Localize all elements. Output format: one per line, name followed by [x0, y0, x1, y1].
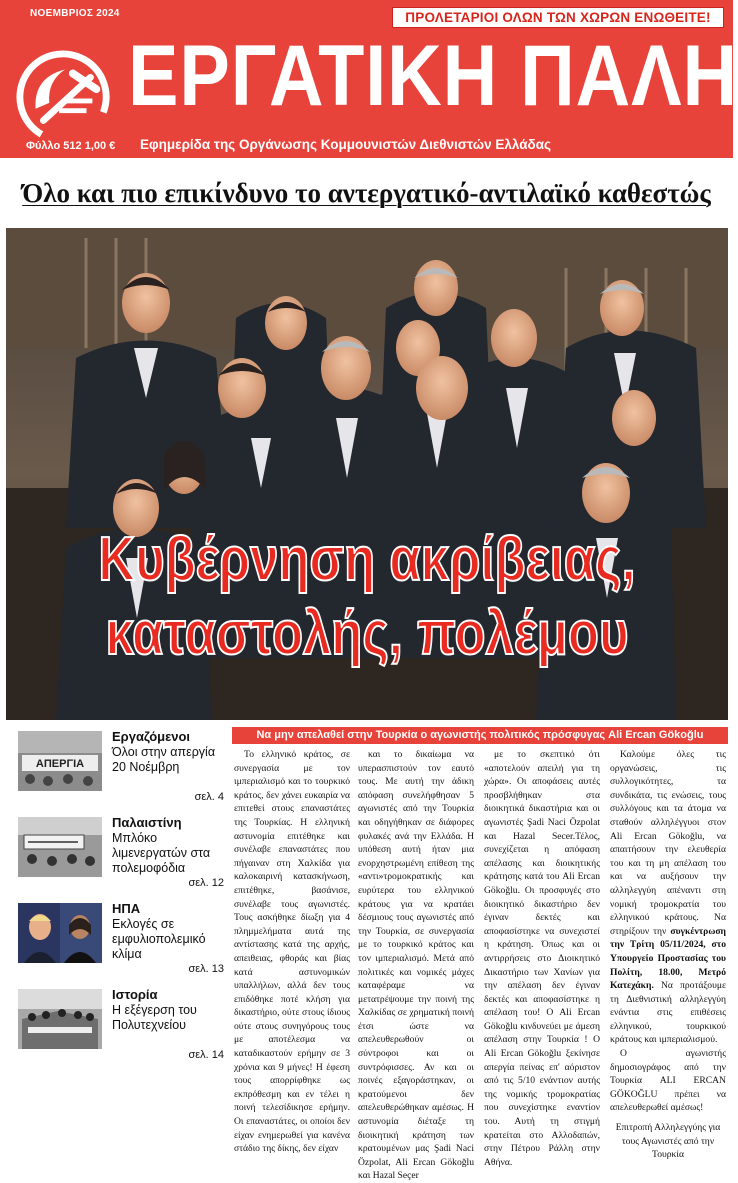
slogan: ΠΡΟΛΕΤΑΡΙΟΙ ΟΛΩΝ ΤΩΝ ΧΩΡΩΝ ΕΝΩΘΕΙΤΕ!: [405, 10, 711, 25]
slogan-box: [392, 7, 724, 28]
strike-thumbnail: [18, 731, 102, 791]
sidebar-category: Παλαιστίνη: [112, 815, 182, 830]
sidebar-title: Η εξέγερση του Πολυτεχνείου: [112, 1003, 197, 1032]
sidebar-category: Ιστορία: [112, 987, 158, 1002]
sidebar-item-palestine[interactable]: [18, 813, 224, 897]
sidebar-title: Όλοι στην απεργία 20 Νοέμβρη: [112, 745, 216, 774]
article-paragraph: [610, 748, 726, 1047]
issue-number-price: Φύλλο 512 1,00 €: [26, 140, 116, 152]
sidebar-item-workers[interactable]: [18, 727, 224, 811]
article-paragraph: Το ελληνικό κράτος, σε συνεργασία με τον ιμπεριαλισμό και το τουρκικό κράτος, δεν χάνει ευκαιρία να επιτεθεί στους επαναστάτες της Τουρκίας. Η ελληνική αστυνομία επιτέθηκε και συνέλαβε επαναστάτες που πήγαιναν στη Χαλκίδα για καλοκαιρινή κατασκήνωση, επιτέθηκε, βασάνισε, συνέλαβε τους αγωνιστές. Τους ασκήθηκε δίωξη για 4 πλημμελήματα αυτά της αντίστασης κατά της αρχής, απειθειας, φθοράς και βίας κατά αστυνομικών υπαλλήλων, αλλά δεν τους επιδόθηκε ποτέ κλήση για δικαστήριο, ούτε στους ίδιους ούτε στους συνηγόρους τους με αποτέλεσμα να καταδικαστούν ερήμην σε 3 χρόνια και 9 μήνες! Η έφεση τους απορρίφθηκε ως εκπρόθεσμη και εν τέλει η ποινή τελεσίδικησε ερήμην. Οι επαναστάτες, οι οποίοι δεν είχαν ενημερωθεί για κανένα στάδιο της δίκης, δεν είχαν: [234, 749, 350, 1155]
article-column-4: [610, 748, 726, 1161]
us-election-thumbnail: [18, 903, 102, 963]
article-column-2: [358, 748, 474, 1182]
hammer-sickle-emblem-icon: [14, 48, 112, 146]
newspaper-title: ΕΡΓΑΤΙΚΗ ΠΑΛΗ: [128, 28, 738, 124]
main-photo: [6, 228, 728, 720]
top-headline: [0, 178, 733, 209]
sidebar-item-history[interactable]: [18, 985, 224, 1069]
polytechnic-thumbnail: [18, 989, 102, 1049]
sidebar-title: Εκλογές σε εμφυλιοπολεμικό κλίμα: [112, 917, 206, 961]
article-heading: Να μην απελαθεί στην Τουρκία ο αγωνιστής πολιτικός πρόσφυγας Ali Ercan Gökoğlu: [256, 729, 704, 741]
port-blockade-thumbnail: [18, 817, 102, 877]
sidebar-page: σελ. 4: [194, 791, 224, 803]
article-signoff: Επιτροπή Αλληλεγγύης για τους Αγωνιστές από την Τουρκία: [615, 1122, 721, 1161]
article-column-1: [234, 748, 350, 1155]
rally-details: συγκέντρωση την Τρίτη 05/11/2024, στο Υπουργείο Προστασίας του Πολίτη, 18.00, Μετρό Κατεχάκη.: [610, 925, 726, 992]
main-headline-line-2: καταστολής, πολέμου: [105, 599, 629, 668]
article-paragraph: με το σκεπτικό ότι «αποτελούν απειλή για τη χώρα». Οι αποφάσεις αυτές προσβλήθηκαν στα διοικητικά δικαστήρια και οι αγωνιστές Şadi Naci Özpolat και Hazal Secer.Τέλος, συνεχίζεται η απόφαση απέλασης και διοικητικής κράτησης κατά του Ali Ercan Gökoğlu. Οι προσφυγές στο διοικητικό δικαστήριο δεν έγιναν δεκτές και αποφασίστηκε να συνεχιστεί η κράτηση. Όπως και οι αντιρρήσεις στο Διοικητικό Δικαστήριο των Χανίων για την απέλαση δεν έγιναν δεκτές και αποφασίστηκε η απέλαση του! Ο Ali Ercan Gökoğlu κινδυνεύει με άμεση απέλαση στην Τουρκία ! Ο Ali Ercan Gökoğlu ξεκίνησε απεργία πείνας επ' αόριστον από τις 5/10 ενάντιον αυτής της νομικής τρομοκρατίας που συνεχίστηκε εναντίον του. Αυτή τη στιγμή κρατείται στο Αλλοδαπών, στην Πέτρου Ράλλη στην Αθήνα.: [484, 749, 600, 1168]
article-paragraph: και το δικαίωμα να υπερασπιστούν τον εαυτό τους. Με αυτή την άδικη απόφαση συνελήφθησαν 5 αγωνιστές από την Τουρκία και οδηγήθηκαν σε διάφορες φυλακές ανά την Ελλάδα. Η υπόθεση αυτή ήταν μια ενορχηστρωμένη επίθεση της «αντι»τρομοκρατικής και ευρύτερα του ελληνικού κράτους για να κρατάει δέσμιους τους αγωνιστές από την Τουρκία, σε συνεργασία με το τουρκικό κράτος και τον ιμπεριαλισμό. Μετά από πολιτικές και νομικές μάχες καταφέραμε να μετατρέψουμε την ποινή της Χαλκίδας σε χρηματική ποινή έτσι ώστε να απελευθερωθούν οι σύντροφοι και οι συντρόφισσες. Αν και οι ποινές εξαγοράστηκαν, οι κρατούμενοι δεν απελευθερώθηκαν αμέσως. Η αστυνομία διέταξε τη διοικητική κράτηση των κρατουμένων μας Şadi Naci Özpolat, Ali Ercan Gökoğlu και Hazal Seçer: [358, 749, 474, 1182]
sidebar-item-usa[interactable]: [18, 899, 224, 983]
article-paragraph: Ο αγωνιστής δημοσιογράφος από την Τουρκία ALI ERCAN GÖKOĞLU πρέπει να απελευθερωθεί αμέσως!: [610, 1048, 726, 1114]
sidebar-category: ΗΠΑ: [112, 901, 141, 916]
solidarity-text: Να προτάξουμε τη Διεθνιστική αλληλεγγύη ενάντια στις επιθέσεις ελληνικού, τουρκικού κράτους και ιμπεριαλισμού.: [610, 980, 726, 1046]
issue-date: ΝΟΕΜΒΡΙΟΣ 2024: [30, 8, 120, 19]
masthead: [0, 0, 738, 158]
sidebar-page: σελ. 13: [188, 963, 224, 975]
contents-sidebar: [18, 727, 224, 1079]
article-heading-bar: [232, 727, 728, 744]
top-headline-text: Όλο και πιο επικίνδυνο το αντεργατικό-αντιλαϊκό καθεστώς: [22, 178, 711, 208]
main-headline-line-1: Κυβέρνηση ακρίβειας,: [98, 525, 636, 594]
newspaper-subtitle: Εφημερίδα της Οργάνωσης Κομμουνιστών Διεθνιστών Ελλάδας: [140, 137, 552, 152]
sidebar-page: σελ. 12: [188, 877, 224, 889]
call-to-action-text: Καλούμε όλες τις οργανώσεις, τις συλλογικότητες, τα συνδικάτα, τις ενώσεις, τους συλλόγους και τα άτομα να σταθούν αλληλέγγυοι στον Ali Ercan Gökoğlu, να απαιτήσουν την ελευθερία του και τη μη απέλαση του και να αυξήσουν την αλληλεγγύη απέναντι στη νομική τρομοκρατία του ελληνικού κράτους. Να στηρίξουν την: [610, 749, 726, 937]
sidebar-title: Μπλόκο λιμενεργατών στα πολεμοφόδια: [112, 831, 211, 875]
article-column-3: [484, 748, 600, 1168]
strike-banner-text: ΑΠΕΡΓΙΑ: [35, 758, 85, 770]
sidebar-page: σελ. 14: [188, 1049, 224, 1061]
sidebar-category: Εργαζόμενοι: [112, 729, 191, 744]
